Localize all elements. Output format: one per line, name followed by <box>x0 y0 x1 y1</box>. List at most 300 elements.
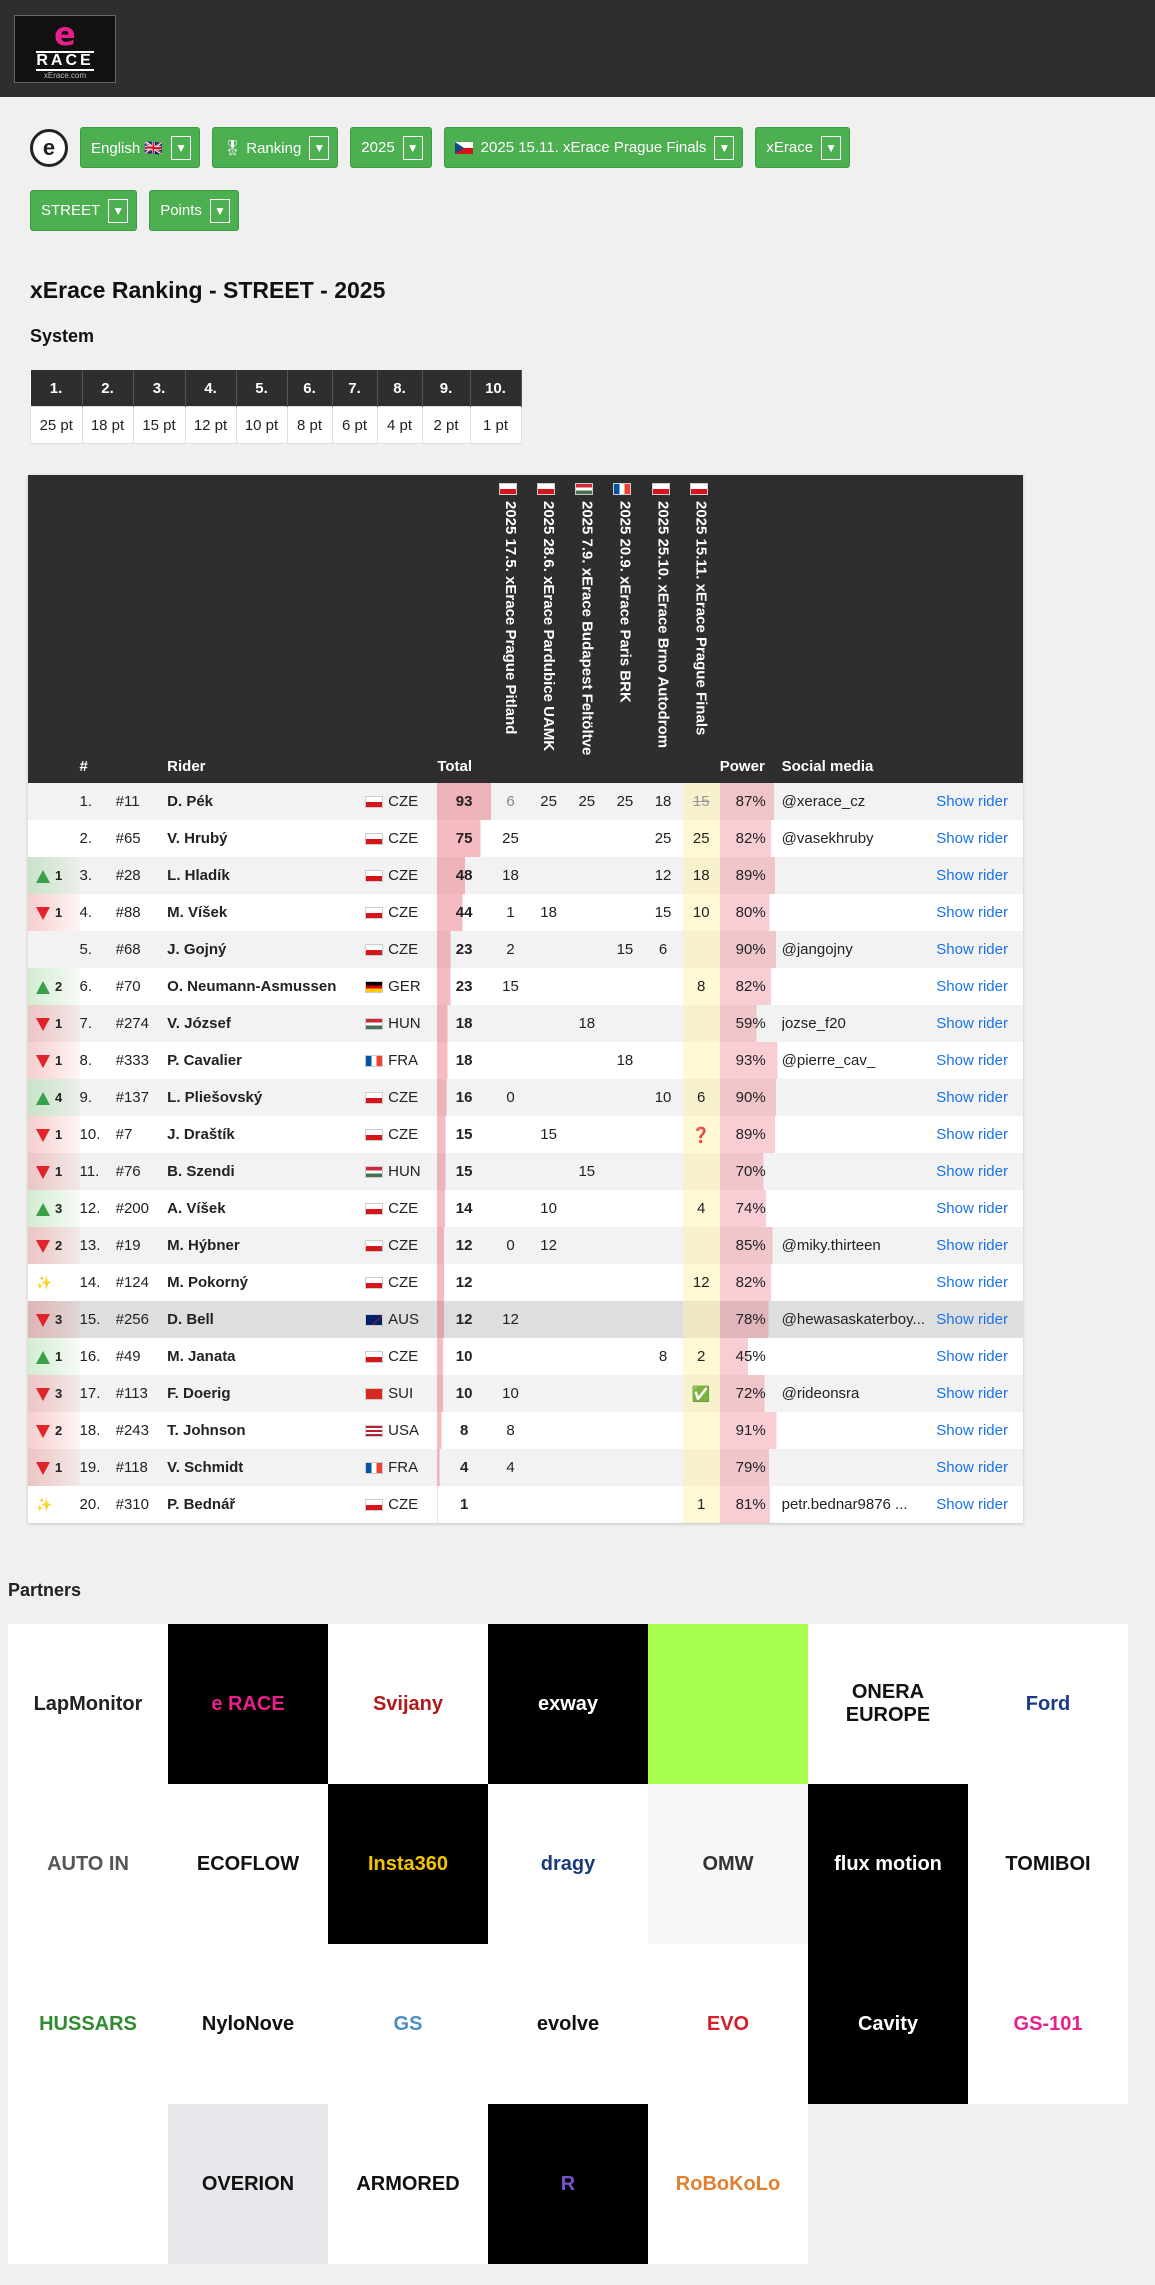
social-handle <box>782 1412 937 1449</box>
country-code: CZE <box>388 793 419 810</box>
event-points <box>530 1375 567 1412</box>
event-points <box>491 783 530 820</box>
partner-logo[interactable] <box>8 2104 168 2264</box>
event-points <box>606 1412 643 1449</box>
rider-name: V. Hrubý <box>167 830 228 847</box>
section-select[interactable] <box>212 127 338 168</box>
us-flag-icon <box>365 1425 383 1437</box>
event-points-value: 6 <box>506 793 515 810</box>
event-select[interactable] <box>444 127 744 168</box>
total-points: 23 <box>437 968 491 1005</box>
de-flag-icon <box>365 981 383 993</box>
event-points-value: 8 <box>658 1348 668 1365</box>
event-points <box>491 931 530 968</box>
cz-flag-icon <box>365 833 383 845</box>
event-points <box>643 1042 682 1079</box>
event-header <box>643 475 682 783</box>
event-points <box>606 1375 643 1412</box>
event-points-value: 6 <box>697 1089 706 1106</box>
social-handle: @vasekhruby <box>781 830 874 847</box>
event-header <box>530 475 567 783</box>
event-points-value: 1 <box>506 904 515 921</box>
event-points <box>491 1486 530 1523</box>
rider-country <box>365 783 437 820</box>
partner-logo[interactable]: Cavity <box>808 1944 968 2104</box>
year-select[interactable] <box>350 127 431 168</box>
social-handle <box>782 1079 937 1116</box>
arrow-up-icon <box>36 870 50 883</box>
rank-change-value: 1 <box>55 1163 63 1179</box>
event-points <box>643 857 682 894</box>
show-rider-link[interactable]: Show rider <box>936 1052 1008 1069</box>
position: 9. <box>79 1089 93 1106</box>
partner-logo[interactable]: ECOFLOW <box>168 1784 328 1944</box>
power-value: 87% <box>720 783 782 820</box>
event-points-value: 25 <box>692 830 710 847</box>
category-select[interactable] <box>30 190 137 231</box>
position: 20. <box>79 1496 101 1513</box>
position: 16. <box>79 1348 101 1365</box>
show-rider-link[interactable]: Show rider <box>936 867 1008 884</box>
event-points <box>606 783 643 820</box>
rank-change-value: 1 <box>55 1052 63 1068</box>
rider-country <box>365 1486 437 1523</box>
event-name: 2025 15.11. xErace Prague Finals <box>692 501 710 736</box>
arrow-up-icon <box>36 1351 50 1364</box>
event-points-value: 6 <box>658 941 668 958</box>
place-points: 12 pt <box>185 407 236 444</box>
event-points <box>606 1042 643 1079</box>
series-select[interactable] <box>755 127 850 168</box>
show-rider-link[interactable]: Show rider <box>936 1348 1008 1365</box>
arrow-down-icon <box>36 1055 50 1068</box>
rider-name: M. Pokorný <box>167 1274 249 1291</box>
filter-bar <box>30 127 850 231</box>
event-points-value: 10 <box>502 1385 519 1402</box>
rider-country <box>365 1449 437 1486</box>
rank-change <box>28 1153 80 1190</box>
rider-country <box>365 1375 437 1412</box>
total-points: 12 <box>437 1301 491 1338</box>
event-points <box>567 1116 606 1153</box>
rank-change-value: 1 <box>55 1126 63 1142</box>
place-points: 1 pt <box>470 407 521 444</box>
rider-name: J. Draštík <box>167 1126 235 1143</box>
rider-number: #333 <box>115 1052 149 1069</box>
partner-logo[interactable] <box>648 1624 808 1784</box>
show-rider-link[interactable]: Show rider <box>936 1274 1008 1291</box>
event-points <box>530 1116 567 1153</box>
rank-change <box>28 1375 80 1412</box>
event-points <box>567 1338 606 1375</box>
event-points <box>643 931 682 968</box>
position-header: # <box>80 475 116 783</box>
social-handle: jozse_f20 <box>781 1015 846 1032</box>
power-value: 80% <box>720 894 782 931</box>
arrow-down-icon <box>36 1314 50 1327</box>
event-points <box>530 931 567 968</box>
rider-number: #124 <box>115 1274 149 1291</box>
event-points <box>683 1338 720 1375</box>
social-handle <box>782 1153 937 1190</box>
country-code: GER <box>388 978 421 995</box>
social-handle: @miky.thirteen <box>781 1237 881 1254</box>
event-points <box>567 1449 606 1486</box>
ranking-row <box>28 1338 1023 1375</box>
rider-name: O. Neumann-Asmussen <box>167 978 337 995</box>
rider-number: #118 <box>115 1459 148 1476</box>
event-points <box>683 1301 720 1338</box>
number-header <box>116 475 168 783</box>
event-points <box>567 1079 606 1116</box>
event-points <box>530 1264 567 1301</box>
new-rider-icon: ✨ <box>36 1496 53 1512</box>
country-code: CZE <box>388 1089 419 1106</box>
partner-logo[interactable]: Svijany <box>328 1624 488 1784</box>
event-points <box>567 968 606 1005</box>
partner-logo[interactable]: Insta360 <box>328 1784 488 1944</box>
change-header <box>28 475 80 783</box>
event-points <box>530 1227 567 1264</box>
language-select[interactable] <box>80 127 200 168</box>
show-rider-link[interactable]: Show rider <box>936 1089 1008 1106</box>
rank-change <box>28 1042 80 1079</box>
event-points <box>683 894 720 931</box>
event-points-value: 12 <box>540 1237 557 1254</box>
ranking-row <box>28 1227 1023 1264</box>
show-rider-link[interactable]: Show rider <box>936 978 1008 995</box>
partners-grid <box>8 1624 1130 2264</box>
show-rider-link[interactable]: Show rider <box>936 1496 1008 1513</box>
rider-number: #256 <box>115 1311 149 1328</box>
position: 19. <box>79 1459 101 1476</box>
rider-country <box>365 1412 437 1449</box>
show-rider-link[interactable]: Show rider <box>936 1385 1008 1402</box>
country-code: CZE <box>388 1237 419 1254</box>
rider-name: V. Schmidt <box>167 1459 244 1476</box>
social-handle <box>782 1338 937 1375</box>
event-points <box>491 857 530 894</box>
country-code: FRA <box>388 1459 419 1476</box>
total-points: 18 <box>437 1005 491 1042</box>
cz-flag-icon <box>365 796 383 808</box>
ranking-row <box>28 1486 1023 1523</box>
show-rider-link[interactable]: Show rider <box>936 1200 1008 1217</box>
rider-name: L. Hladík <box>167 867 230 884</box>
place-header: 5. <box>236 370 287 407</box>
social-handle <box>782 1190 937 1227</box>
rank-change <box>28 1005 80 1042</box>
place-points: 4 pt <box>377 407 422 444</box>
arrow-down-icon <box>36 1129 50 1142</box>
partner-logo[interactable]: OVERION <box>168 2104 328 2264</box>
rank-change <box>28 968 80 1005</box>
event-points <box>530 1449 567 1486</box>
top-bar <box>0 0 1155 97</box>
show-rider-link[interactable]: Show rider <box>936 941 1008 958</box>
event-points-value: 18 <box>578 1015 596 1032</box>
rider-name: D. Bell <box>167 1311 214 1328</box>
event-points <box>491 968 530 1005</box>
event-points <box>606 1227 643 1264</box>
rider-name: B. Szendi <box>167 1163 235 1180</box>
rank-change-value: 1 <box>55 904 63 920</box>
event-points <box>683 1153 720 1190</box>
event-points <box>567 1153 606 1190</box>
ranking-row <box>28 820 1023 857</box>
event-points <box>530 1042 567 1079</box>
partner-logo[interactable]: NyloNove <box>168 1944 328 2104</box>
event-points-value: 15 <box>654 904 672 921</box>
power-value: 70% <box>720 1153 782 1190</box>
show-rider-link[interactable]: Show rider <box>936 1422 1008 1439</box>
event-header <box>606 475 643 783</box>
system-heading: System <box>30 326 95 346</box>
country-header <box>365 475 437 783</box>
show-rider-link[interactable]: Show rider <box>936 1311 1008 1328</box>
total-points: 16 <box>437 1079 491 1116</box>
partner-logo[interactable]: RoBoKoLo <box>648 2104 808 2264</box>
partner-logo[interactable]: EVO <box>648 1944 808 2104</box>
rider-name: F. Doerig <box>167 1385 231 1402</box>
event-points <box>491 1264 530 1301</box>
rider-country <box>365 820 437 857</box>
event-points <box>606 1116 643 1153</box>
year-value: 2025 <box>361 139 395 156</box>
place-header: 8. <box>377 370 422 407</box>
event-points <box>530 1338 567 1375</box>
show-rider-link[interactable]: Show rider <box>936 1163 1008 1180</box>
event-points <box>491 1153 530 1190</box>
event-points <box>530 1079 567 1116</box>
rider-name: J. Gojný <box>167 941 227 958</box>
xerace-logo[interactable] <box>14 15 116 83</box>
social-handle <box>782 894 937 931</box>
partner-logo[interactable]: HUSSARS <box>8 1944 168 2104</box>
power-value: 90% <box>720 1079 782 1116</box>
rank-change-value: 2 <box>55 1422 63 1438</box>
total-points: 18 <box>437 1042 491 1079</box>
social-handle: @jangojny <box>781 941 853 958</box>
ranking-row <box>28 1190 1023 1227</box>
event-points <box>606 968 643 1005</box>
position: 18. <box>79 1422 101 1439</box>
event-points <box>530 1005 567 1042</box>
partner-logo[interactable]: R <box>488 2104 648 2264</box>
event-points <box>530 820 567 857</box>
ranking-row <box>28 894 1023 931</box>
partner-logo[interactable]: ARMORED <box>328 2104 488 2264</box>
event-points <box>643 968 682 1005</box>
event-points <box>530 1412 567 1449</box>
rank-change <box>28 1190 80 1227</box>
place-header: 1. <box>31 370 83 407</box>
event-points <box>643 1338 682 1375</box>
event-points <box>606 857 643 894</box>
event-name: 2025 20.9. xErace Paris BRK <box>616 501 634 703</box>
event-points <box>491 1449 530 1486</box>
total-points: 12 <box>437 1264 491 1301</box>
event-header <box>567 475 606 783</box>
rank-change-value: 4 <box>55 1089 63 1105</box>
show-rider-link[interactable]: Show rider <box>936 793 1008 810</box>
arrow-down-icon <box>36 1425 50 1438</box>
event-points-value: 25 <box>654 830 672 847</box>
place-points: 6 pt <box>332 407 377 444</box>
rider-number: #19 <box>115 1237 141 1254</box>
power-value: 59% <box>720 1005 782 1042</box>
ranking-row <box>28 1042 1023 1079</box>
event-points <box>643 1190 682 1227</box>
fr-flag-icon <box>613 483 631 495</box>
partner-logo[interactable]: exway <box>488 1624 648 1784</box>
event-points <box>606 1449 643 1486</box>
partner-logo[interactable]: ONERA EUROPE <box>808 1624 968 1784</box>
event-points <box>567 1412 606 1449</box>
ranking-row <box>28 1116 1023 1153</box>
partner-logo[interactable]: Ford <box>968 1624 1128 1784</box>
rider-name: T. Johnson <box>167 1422 246 1439</box>
rider-number: #49 <box>115 1348 141 1365</box>
event-points <box>606 1264 643 1301</box>
chevron-down-icon: ▼ <box>309 136 329 160</box>
partner-logo[interactable]: flux motion <box>808 1784 968 1944</box>
show-rider-link[interactable]: Show rider <box>936 830 1008 847</box>
event-points <box>606 1005 643 1042</box>
partner-logo[interactable]: TOMIBOI <box>968 1784 1128 1944</box>
event-points <box>530 1486 567 1523</box>
total-points: 10 <box>437 1338 491 1375</box>
show-rider-link[interactable]: Show rider <box>936 1126 1008 1143</box>
show-rider-link[interactable]: Show rider <box>936 1459 1008 1476</box>
event-points <box>683 1227 720 1264</box>
show-rider-link[interactable]: Show rider <box>936 1237 1008 1254</box>
country-code: CZE <box>388 1126 419 1143</box>
total-points: 75 <box>437 820 491 857</box>
ranking-row <box>28 1153 1023 1190</box>
event-points <box>683 1375 720 1412</box>
country-code: CZE <box>388 1496 419 1513</box>
rank-change <box>28 931 80 968</box>
event-points-value: 15 <box>692 793 710 810</box>
event-points <box>643 783 682 820</box>
place-points: 2 pt <box>422 407 470 444</box>
place-points: 10 pt <box>236 407 287 444</box>
cz-flag-icon <box>365 1092 383 1104</box>
rider-number: #7 <box>115 1126 133 1143</box>
event-points-value: 12 <box>654 867 672 884</box>
chevron-down-icon: ▼ <box>714 136 734 160</box>
partner-logo[interactable]: GS <box>328 1944 488 2104</box>
partner-logo[interactable]: OMW <box>648 1784 808 1944</box>
event-points <box>491 1079 530 1116</box>
position: 7. <box>79 1015 93 1032</box>
partner-logo[interactable]: GS-101 <box>968 1944 1128 2104</box>
rank-change <box>28 1449 80 1486</box>
event-points <box>567 1264 606 1301</box>
power-value: 82% <box>720 1264 782 1301</box>
partner-logo[interactable]: dragy <box>488 1784 648 1944</box>
rider-country <box>365 1301 437 1338</box>
social-handle: petr.bednar9876 ... <box>781 1496 908 1513</box>
rider-number: #70 <box>115 978 141 995</box>
social-handle <box>782 1116 937 1153</box>
total-points: 10 <box>437 1375 491 1412</box>
event-points <box>567 1375 606 1412</box>
fr-flag-icon <box>365 1055 383 1067</box>
event-points-value: 18 <box>692 867 710 884</box>
rider-name: M. Víšek <box>167 904 228 921</box>
rank-change <box>28 1264 80 1301</box>
event-points <box>643 1116 682 1153</box>
event-points <box>530 1190 567 1227</box>
partners-heading: Partners <box>8 1580 82 1600</box>
place-header: 10. <box>470 370 521 407</box>
event-points-value: 8 <box>697 978 706 995</box>
event-points <box>606 1190 643 1227</box>
rank-change <box>28 1227 80 1264</box>
total-points: 44 <box>437 894 491 931</box>
event-points-value: 4 <box>697 1200 706 1217</box>
cz-flag-icon <box>537 483 555 495</box>
event-points-value: 18 <box>616 1052 634 1069</box>
position: 3. <box>79 867 93 884</box>
power-value: 72% <box>720 1375 782 1412</box>
total-points: 8 <box>437 1412 491 1449</box>
event-points <box>606 931 643 968</box>
partner-logo[interactable]: e RACE <box>168 1624 328 1784</box>
rider-number: #28 <box>115 867 141 884</box>
total-points: 48 <box>437 857 491 894</box>
event-points-value: 0 <box>506 1089 515 1106</box>
social-handle: @xerace_cz <box>781 793 866 810</box>
rider-number: #274 <box>115 1015 149 1032</box>
event-points-value: 12 <box>692 1274 710 1291</box>
event-points-value: 18 <box>502 867 519 884</box>
event-points-value: 2 <box>697 1348 706 1365</box>
rider-country <box>365 1005 437 1042</box>
home-logo-icon[interactable]: e <box>30 129 68 167</box>
rank-change <box>28 1486 80 1523</box>
partner-logo[interactable]: LapMonitor <box>8 1624 168 1784</box>
event-points <box>567 1486 606 1523</box>
total-points: 15 <box>437 1153 491 1190</box>
event-points <box>643 1005 682 1042</box>
country-code: SUI <box>388 1385 414 1402</box>
event-points <box>683 1486 720 1523</box>
total-points: 15 <box>437 1116 491 1153</box>
event-points <box>530 894 567 931</box>
cz-flag-icon <box>365 870 383 882</box>
event-points-value: 10 <box>654 1089 672 1106</box>
partner-logo[interactable]: AUTO IN <box>8 1784 168 1944</box>
partner-logo[interactable]: evolve <box>488 1944 648 2104</box>
ranking-row <box>28 1005 1023 1042</box>
place-points: 15 pt <box>133 407 185 444</box>
show-rider-link[interactable]: Show rider <box>936 1015 1008 1032</box>
mode-select[interactable] <box>149 190 239 231</box>
rank-change <box>28 783 80 820</box>
event-header <box>491 475 530 783</box>
show-rider-link[interactable]: Show rider <box>936 904 1008 921</box>
event-points <box>606 894 643 931</box>
social-handle <box>782 968 937 1005</box>
event-points <box>606 1301 643 1338</box>
rider-name: D. Pék <box>167 793 214 810</box>
event-points <box>567 931 606 968</box>
ranking-row <box>28 1412 1023 1449</box>
event-points <box>567 820 606 857</box>
